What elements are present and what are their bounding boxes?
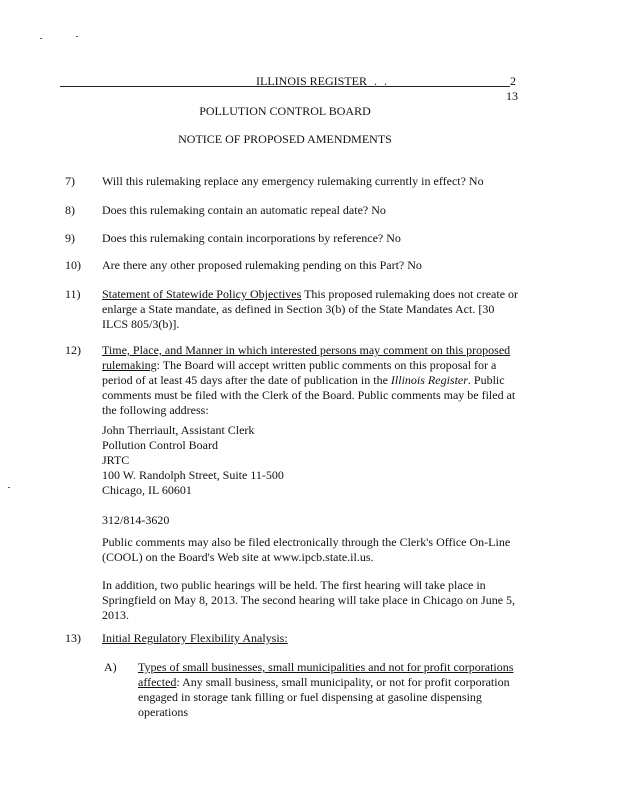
item-number: 7) [65,174,75,188]
publication-title: Illinois Register [390,373,468,387]
sub-item-label: A) [104,660,117,674]
item-text: Will this rulemaking replace any emergency rulemaking currently in effect? No [102,174,484,188]
item-paragraph [102,343,522,418]
item-text: This proposed rulemaking does not create or enlarge a State mandate, as defined in Section 3(b) of the State Mandates Act. [30 ILCS 805/3(b)]. [102,287,519,331]
scan-speck [76,36,78,37]
address-line: John Therriault, Assistant Clerk [102,423,255,437]
register-title: ILLINOIS REGISTER [256,74,367,88]
scan-speck [40,38,42,39]
item-heading: Time, Place, and Manner in which interested persons may comment on this proposed rulemaking [102,343,511,372]
item-text: Are there any other proposed rulemaking pending on this Part? No [102,258,422,272]
item-text: . Public comments must be filed with the Clerk of the Board. Public comments may be filed at the following address: [102,373,516,417]
address-line: JRTC [102,453,130,467]
item-text: Does this rulemaking contain an automatic repeal date? No [102,203,386,217]
agency-name: POLLUTION CONTROL BOARD [199,104,371,118]
address-line: Pollution Control Board [102,438,219,452]
phone-number: 312/814-3620 [102,513,170,527]
item-heading: Statement of Statewide Policy Objectives [102,287,302,301]
item-text: Does this rulemaking contain incorporations by reference? No [102,231,401,245]
notice-title: NOTICE OF PROPOSED AMENDMENTS [178,132,392,146]
item-text: : The Board will accept written public comments on this proposal for a period of at least 45 days after the date of publication in the [102,358,497,387]
sub-item-heading: Types of small businesses, small municipalities and not for profit corporations affected [138,660,514,689]
address-block [102,423,522,498]
sub-item-text: : Any small business, small municipality, or not for profit corporation engaged in storage tank filling or fuel dispensing at gasoline dispensing operations [138,675,510,719]
item-paragraph [102,287,522,332]
year-code: 13 [506,89,518,103]
header-rule [60,86,510,87]
address-line: 100 W. Randolph Street, Suite 11-500 [102,468,284,482]
item-number: 11) [65,287,81,301]
sub-item-paragraph [138,660,522,720]
address-line: Chicago, IL 60601 [102,483,192,497]
item-number: 10) [65,258,81,272]
item-number: 13) [65,631,81,645]
scan-speck [8,487,10,488]
page-number: 2 [510,74,516,88]
hearings-text: In addition, two public hearings will be held. The first hearing will take place in Springfield on May 8, 2013. The second hearing will take place in Chicago on June 5, 2013. [102,578,516,622]
item-paragraph [102,631,522,646]
electronic-filing-text: Public comments may also be filed electronically through the Clerk's Office On-Line (COOL) on the Board's Web site at www.ipcb.state.il.us. [102,535,511,564]
item-number: 9) [65,231,75,245]
header-dots: . . . [364,74,389,88]
item-heading: Initial Regulatory Flexibility Analysis: [102,631,288,645]
item-number: 8) [65,203,75,217]
item-number: 12) [65,343,81,357]
